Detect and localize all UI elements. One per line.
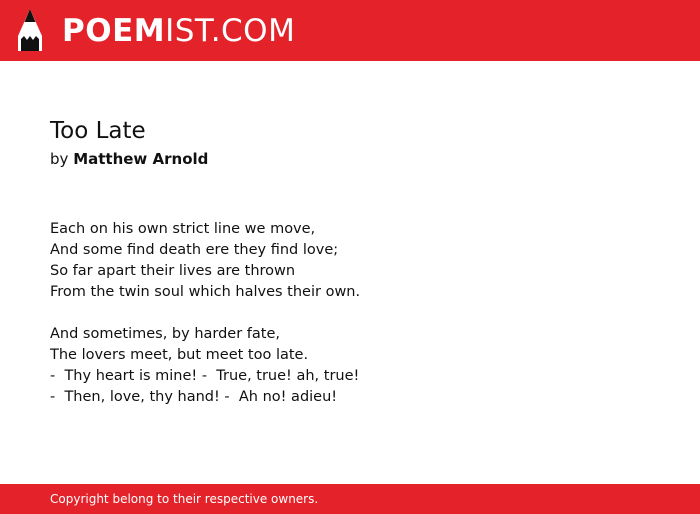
poem-line: The lovers meet, but meet too late. bbox=[50, 347, 309, 363]
site-footer bbox=[0, 484, 700, 514]
pencil-tip-icon-svg bbox=[16, 9, 44, 51]
poem-line: Each on his own strict line we move, bbox=[50, 221, 316, 237]
by-label: by bbox=[50, 150, 69, 168]
poem-line: So far apart their lives are thrown bbox=[50, 263, 296, 279]
brand-name-light: IST.COM bbox=[165, 13, 296, 49]
poem-line: - Thy heart is mine! - True, true! ah, true! bbox=[50, 368, 360, 384]
site-brand-link[interactable] bbox=[62, 13, 295, 49]
poem-line: - Then, love, thy hand! - Ah no! adieu! bbox=[50, 389, 338, 405]
poem-byline bbox=[50, 149, 208, 169]
poem-stanza-1 bbox=[50, 219, 650, 303]
pencil-tip-icon[interactable] bbox=[16, 9, 44, 51]
copyright-notice: Copyright belong to their respective owners. bbox=[50, 492, 319, 506]
poem-author: Matthew Arnold bbox=[73, 150, 209, 168]
site-header bbox=[0, 0, 700, 61]
poem-line: From the twin soul which halves their own. bbox=[50, 284, 361, 300]
poem-body bbox=[50, 219, 650, 429]
brand-name-bold: POEM bbox=[62, 13, 166, 49]
poem-line: And some find death ere they find love; bbox=[50, 242, 339, 258]
poem-title: Too Late bbox=[50, 118, 146, 144]
poem-stanza-2 bbox=[50, 324, 650, 408]
poem-line: And sometimes, by harder fate, bbox=[50, 326, 281, 342]
